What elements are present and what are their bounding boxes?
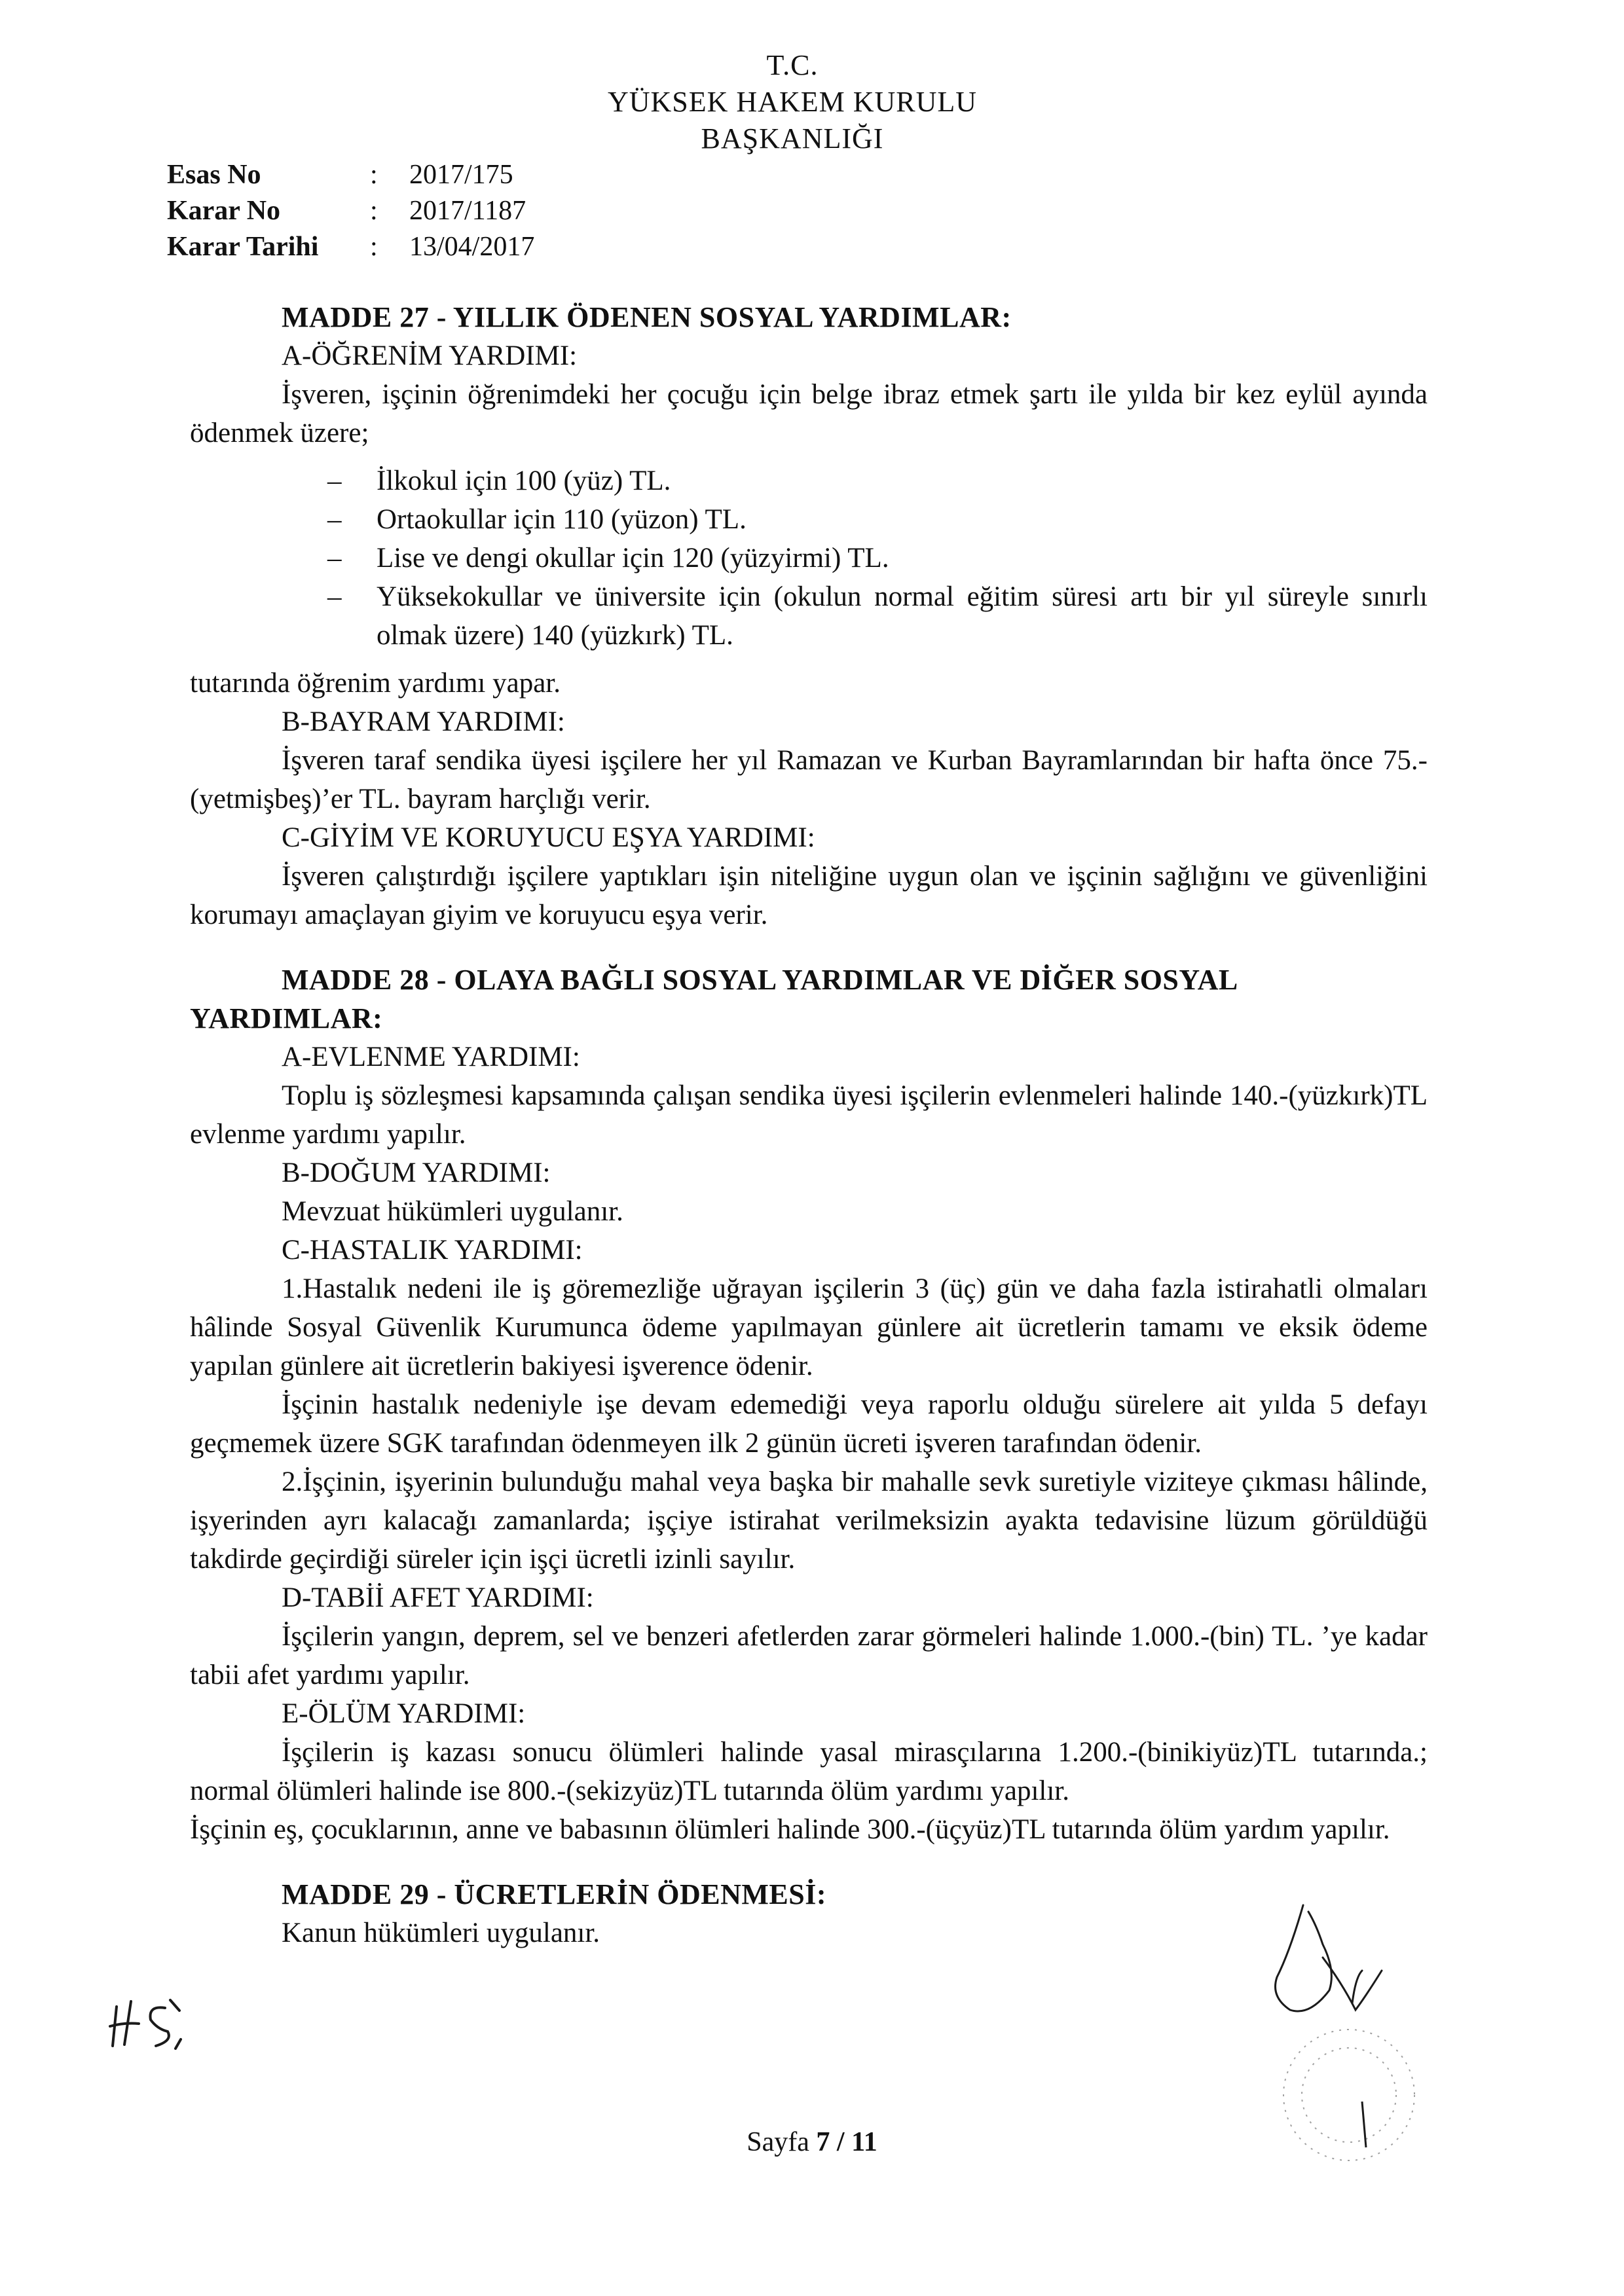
list-item: – İlkokul için 100 (yüz) TL.: [327, 462, 1428, 500]
article-28-d-text: İşçilerin yangın, deprem, sel ve benzeri afetlerden zarar görmeleri halinde 1.000.-(bin) TL. ’ye kadar tabii afet yardımı yapılır.: [190, 1621, 1428, 1690]
initials-icon: [105, 1994, 196, 2052]
article-28-b-text: Mevzuat hükümleri uygulanır.: [282, 1196, 623, 1227]
list-item: – Lise ve dengi okullar için 120 (yüzyirmi) TL.: [327, 539, 1428, 577]
article-28-e-text-2: İşçinin eş, çocuklarının, anne ve babasının ölümleri halinde 300.-(üçyüz)TL tutarında ölüm yardım yapılır.: [190, 1814, 1390, 1845]
document-body: [190, 298, 1428, 1952]
article-28-c-text-2: İşçinin hastalık nedeniyle işe devam edemediği veya raporlu olduğu sürelere ait yılda 5 defayı geçmemek üzere SGK tarafından ödenmeyen ilk 2 günün ücreti işveren tarafından ödenir.: [190, 1389, 1428, 1459]
colon: :: [370, 232, 378, 262]
decision-date-label: Karar Tarihi: [167, 232, 319, 262]
article-27-b-text: İşveren taraf sendika üyesi işçilere her yıl Ramazan ve Kurban Bayramlarından bir hafta önce 75.-(yetmişbeş)’er TL. bayram harçlığı verir.: [190, 745, 1428, 814]
case-number-row: [167, 157, 534, 193]
list-item: – Yüksekokullar ve üniversite için (okulun normal eğitim süresi artı bir yıl süreyle sınırlı olmak üzere) 140 (yüzkırk) TL.: [327, 577, 1428, 655]
article-27-c-text: İşveren çalıştırdığı işçilere yaptıkları işin niteliğine uygun olan ve işçinin sağlığını ve güvenliğini korumayı amaçlayan giyim ve koruyucu eşya verir.: [190, 861, 1428, 930]
article-27-a-title: A-ÖĞRENİM YARDIMI:: [282, 340, 578, 371]
article-27-c-title: C-GİYİM VE KORUYUCU EŞYA YARDIMI:: [282, 822, 815, 853]
article-27-b-title: B-BAYRAM YARDIMI:: [282, 706, 565, 737]
page-number-current: 7: [816, 2127, 830, 2157]
article-29-title: MADDE 29 - ÜCRETLERİN ÖDENMESİ:: [282, 1878, 826, 1910]
article-28-b-title: B-DOĞUM YARDIMI:: [282, 1157, 551, 1188]
article-28-a-text: Toplu iş sözleşmesi kapsamında çalışan sendika üyesi işçilerin evlenmeleri halinde 140.-(yüzkırk)TL evlenme yardımı yapılır.: [190, 1080, 1428, 1150]
article-28-c-text-3: 2.İşçinin, işyerinin bulunduğu mahal veya başka bir mahalle sevk suretiyle viziteye çıkması hâlinde, işyerinden ayrı kalacağı zamanlarda; işçiye istirahat verilmeksizin ayakta tedavisine lüzum görüldüğü takdirde geçirdiği süreler için işçi ücretli izinli sayılır.: [190, 1467, 1428, 1575]
article-28-c-text-1: 1.Hastalık nedeni ile iş göremezliğe uğrayan işçilerin 3 (üç) gün ve daha fazla istirahatli olmaları hâlinde Sosyal Güvenlik Kurumunca ödeme yapılmayan günlere ait ücretlerin tamamı ve eksik ödeme yapılan günlere ait ücretlerin bakiyesi işverence ödenir.: [190, 1273, 1428, 1381]
article-27-a-outro: tutarında öğrenim yardımı yapar.: [190, 668, 561, 699]
article-28-e-text-1: İşçilerin iş kazası sonucu ölümleri halinde yasal mirasçılarına 1.200.-(binikiyüz)TL tutarında.; normal ölümleri halinde ise 800.-(sekizyüz)TL tutarında ölüm yardımı yapılır.: [190, 1737, 1428, 1806]
article-28-e-title: E-ÖLÜM YARDIMI:: [282, 1698, 526, 1729]
article-28-title: MADDE 28 - OLAYA BAĞLI SOSYAL YARDIMLAR VE DİĞER SOSYAL YARDIMLAR:: [190, 964, 1237, 1034]
decision-date-value: 13/04/2017: [409, 232, 535, 262]
case-number-value: 2017/175: [409, 160, 513, 190]
article-27-a-intro: İşveren, işçinin öğrenimdeki her çocuğu için belge ibraz etmek şartı ile yılda bir kez eylül ayında ödenmek üzere;: [190, 379, 1428, 448]
colon: :: [370, 196, 378, 226]
list-item: – Ortaokullar için 110 (yüzon) TL.: [327, 500, 1428, 539]
decision-number-value: 2017/1187: [409, 196, 526, 226]
article-29-text: Kanun hükümleri uygulanır.: [282, 1918, 600, 1948]
page-number: Sayfa 7 / 11: [747, 2127, 877, 2157]
decision-date-row: [167, 229, 534, 265]
article-28-a-title: A-EVLENME YARDIMI:: [282, 1042, 580, 1072]
page-number-prefix: Sayfa: [747, 2127, 809, 2157]
article-27-title: MADDE 27 - YILLIK ÖDENEN SOSYAL YARDIMLAR:: [282, 301, 1012, 333]
case-number-label: Esas No: [167, 160, 261, 190]
header-tc: T.C.: [766, 49, 819, 81]
header-institution: YÜKSEK HAKEM KURULU: [607, 86, 978, 118]
article-28-c-title: C-HASTALIK YARDIMI:: [282, 1235, 583, 1266]
article-28-d-title: D-TABİİ AFET YARDIMI:: [282, 1582, 594, 1613]
page-number-total: 11: [851, 2127, 877, 2157]
decision-number-label: Karar No: [167, 196, 281, 226]
colon: :: [370, 160, 378, 190]
header-department: BAŞKANLIĞI: [701, 122, 884, 155]
faint-round-stamp-icon: [1264, 2016, 1434, 2174]
case-info: [167, 157, 534, 265]
education-aid-list: [327, 462, 1428, 655]
decision-number-row: [167, 193, 534, 229]
